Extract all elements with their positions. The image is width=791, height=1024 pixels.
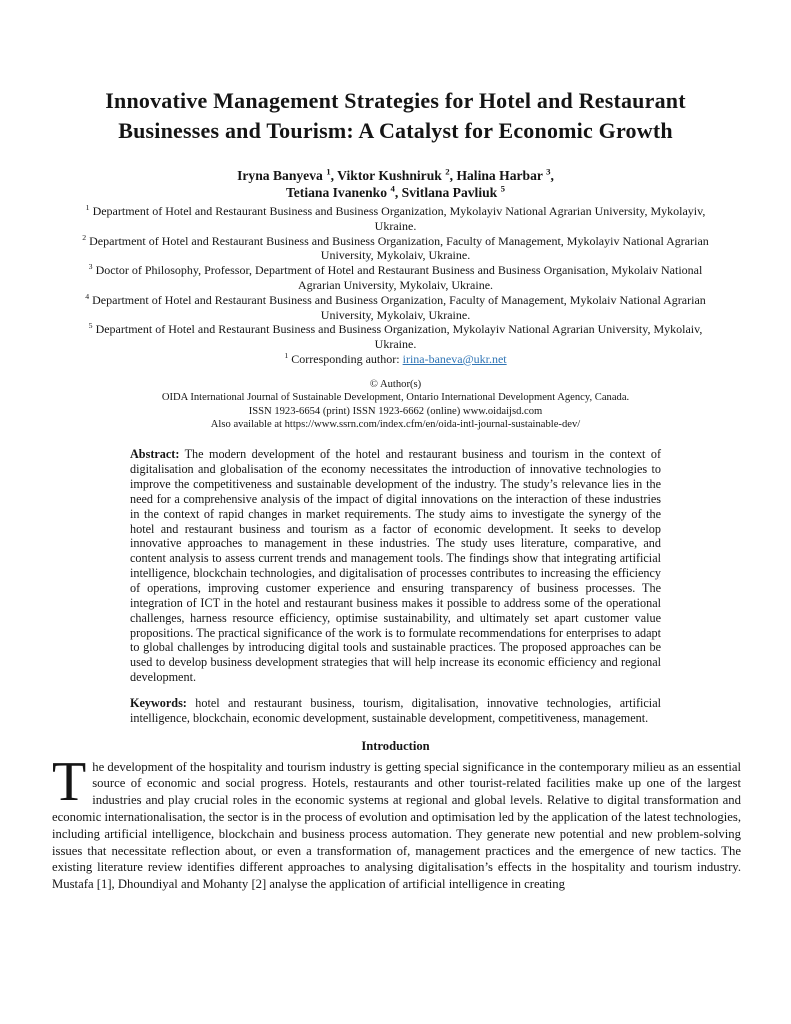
- introduction-heading: Introduction: [361, 738, 430, 753]
- introduction-paragraph: The development of the hospitality and tourism industry is getting special significance in the contemporary milieu as an essential source of economic and social progress. Hotels, restaurants and other tourist-related facilities make up one of the largest industries and play crucial roles in the economic systems at regional and global levels. Relative to digital transformation and economic internationalisation, the sector is in the process of evolution and optimisation led by the application of the latest technologies, including artificial intelligence, blockchain and business process automation. They generate new potential and new problem-solving issues that necessitate reflection about, or even a transformation of, management practices and the emergence of new tactics. The existing literature review identifies different approaches to analysing digitalisation’s effects in the hospitality and tourism industry. Mustafa [1], Dhoundiyal and Mohanty [2] analyse the application of artificial intelligence in creating: [52, 750, 741, 892]
- affiliation-3: $^3$ Doctor of Philosophy, Professor, Department of Hotel and Restaurant Business and Business Organisation, Mykolaiv National Agrarian University, Mykolaiv, Ukraine.: [88, 262, 703, 292]
- corresponding-email-link[interactable]: irina-baneva@ukr.net: [402, 351, 507, 366]
- journal-line: OIDA International Journal of Sustainable Development, Ontario International Development Agency, Canada.: [161, 392, 630, 404]
- affiliation-4: $^4$ Department of Hotel and Restaurant Business and Business Organization, Faculty of Management, Mykolaiv National Agrarian University, Mykolaiv, Ukraine.: [85, 291, 706, 322]
- keywords-paragraph: Keywords: hotel and restaurant business, tourism, digitalisation, innovative technologies, artificial intelligence, blockchain, economic development, sustainable development, competitiveness, management.: [130, 695, 661, 725]
- copyright-line: © Author(s): [369, 378, 422, 390]
- author-line-1: Iryna Banyeva $^1$, Viktor Kushniruk $^2$, Halina Harbar $^3$,: [237, 166, 554, 183]
- availability-line: Also available at https://www.ssrn.com/index.cfm/en/oida-intl-journal-sustainable-dev/: [210, 418, 581, 430]
- corresponding-author-line: $^1$ Corresponding author: irina-baneva@ukr.net: [284, 350, 507, 366]
- affiliation-1: $^1$ Department of Hotel and Restaurant Business and Business Organization, Mykolayiv National Agrarian University, Mykolayiv, Ukraine.: [85, 203, 706, 233]
- issn-line: ISSN 1923-6654 (print) ISSN 1923-6662 (online) www.oidaijsd.com: [248, 405, 543, 417]
- publisher-block: [0, 378, 791, 432]
- affiliation-5: $^5$ Department of Hotel and Restaurant Business and Business Organization, Mykolayiv National Agrarian University, Mykolaiv, Ukraine.: [88, 321, 703, 352]
- abstract-paragraph: Abstract: The modern development of the hotel and restaurant business and tourism in the context of digitalisation and globalisation of the economy necessitates the introduction of innovative technologies to improve the competitiveness and sustainable development of the industry. The study’s relevance lies in the need for a comprehensive analysis of the impact of digital innovations on the interaction of these industries in the context of rapid changes in market requirements. The study aims to investigate the synergy of the hotel and restaurant business and tourism as a factor of economic development. It seeks to develop innovative approaches to management in these industries. The study uses literature, comparative, and content analysis to assess current trends and management tools. The findings show that integrating artificial intelligence, blockchain technologies, and digitalisation of processes contributes to increasing the efficiency of operations, improving customer experience and ensuring transparency of business processes. The integration of ICT in the hotel and restaurant business makes it possible to address some of the operational challenges, harness resource efficiency, optimise sustainability, and ultimately set apart customer value propositions. The practical significance of the work is to formulate recommendations for enterprises to adapt to global challenges by introducing digital tools and sustainable practices. The proposed approaches can be used to develop business development strategies that will help increase its economic efficiency and regional development.: [130, 447, 661, 685]
- author-line-2: Tetiana Ivanenko $^4$, Svitlana Pavliuk $^5$: [285, 183, 506, 200]
- author-list: [0, 167, 791, 201]
- affiliation-2: $^2$ Department of Hotel and Restaurant Business and Business Organization, Faculty of Management, Mykolayiv National Agrarian University, Mykolaiv, Ukraine.: [82, 232, 709, 263]
- paper-title: Innovative Management Strategies for Hotel and Restaurant Businesses and Tourism: A Catalyst for Economic Growth: [105, 88, 686, 143]
- affiliations-block: [80, 204, 712, 367]
